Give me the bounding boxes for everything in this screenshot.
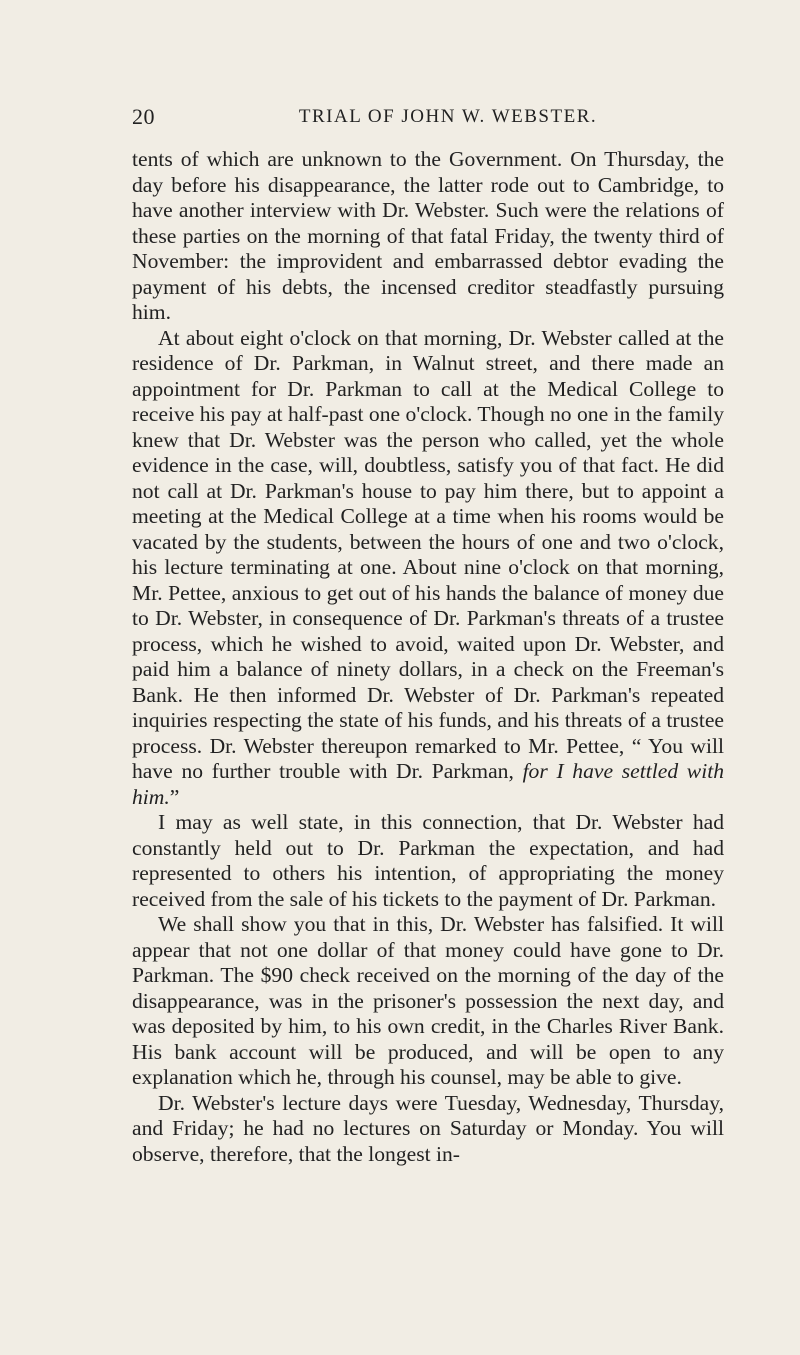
paragraph-3-text: I may as well state, in this connection, that Dr. Webster had constantly held out to Dr. Parkman the expectation, and had represented to others his intention, of appropriating the money received from the sale of his tickets to the payment of Dr. Parkman. xyxy=(132,810,724,911)
paragraph-1-text: tents of which are unknown to the Government. On Thursday, the day before his disappearance, the latter rode out to Cambridge, to have another interview with Dr. Webster. Such were the relations of these parties on the morning of that fatal Friday, the twenty third of November: the improvident and embarrassed debtor evading the payment of his debts, the incensed creditor steadfastly pursuing him. xyxy=(132,147,724,324)
page-header xyxy=(132,104,724,134)
body-text xyxy=(132,147,724,1167)
paragraph-2-italic-quote: for I have settled with him. xyxy=(132,759,724,809)
paragraph-1 xyxy=(132,147,724,326)
paragraph-4-text: We shall show you that in this, Dr. Webster has falsified. It will appear that not one dollar of that money could have gone to Dr. Parkman. The $90 check received on the morning of the day of the disappearance, was in the prisoner's possession the next day, and was deposited by him, to his own credit, in the Charles River Bank. His bank account will be produced, and will be open to any explanation which he, through his counsel, may be able to give. xyxy=(132,912,724,1089)
paragraph-4 xyxy=(132,912,724,1091)
page-number: 20 xyxy=(132,104,155,129)
paragraph-2-text: At about eight o'clock on that morning, Dr. Webster called at the residence of Dr. Parkman, in Walnut street, and there made an appointment for Dr. Parkman to call at the Medical College to receive his pay at half-past one o'clock. Though no one in the family knew that Dr. Webster was the person who called, yet the whole evidence in the case, will, doubtless, satisfy you of that fact. He did not call at Dr. Parkman's house to pay him there, but to appoint a meeting at the Medical College at a time when his rooms would be vacated by the students, between the hours of one and two o'clock, his lecture terminating at one. About nine o'clock on that morning, Mr. Pettee, anxious to get out of his hands the balance of money due to Dr. Webster, in consequence of Dr. Parkman's threats of a trustee process, which he wished to avoid, waited upon Dr. Webster, and paid him a balance of ninety dollars, in a check on the Freeman's Bank. He then informed Dr. Webster of Dr. Parkman's repeated inquiries respecting the state of his funds, and his threats of a trustee process. Dr. Webster thereupon remarked to Mr. Pettee, “ You will have no further trouble with Dr. Parkman, xyxy=(132,325,724,783)
paragraph-3 xyxy=(132,810,724,912)
paragraph-5-text: Dr. Webster's lecture days were Tuesday, Wednesday, Thursday, and Friday; he had no lectures on Saturday or Monday. You will observe, therefore, that the longest in- xyxy=(132,1090,724,1166)
paragraph-5 xyxy=(132,1091,724,1168)
paragraph-2 xyxy=(132,326,724,811)
paragraph-2-close-quote: ” xyxy=(169,784,180,809)
running-title: TRIAL OF JOHN W. WEBSTER. xyxy=(298,106,598,127)
